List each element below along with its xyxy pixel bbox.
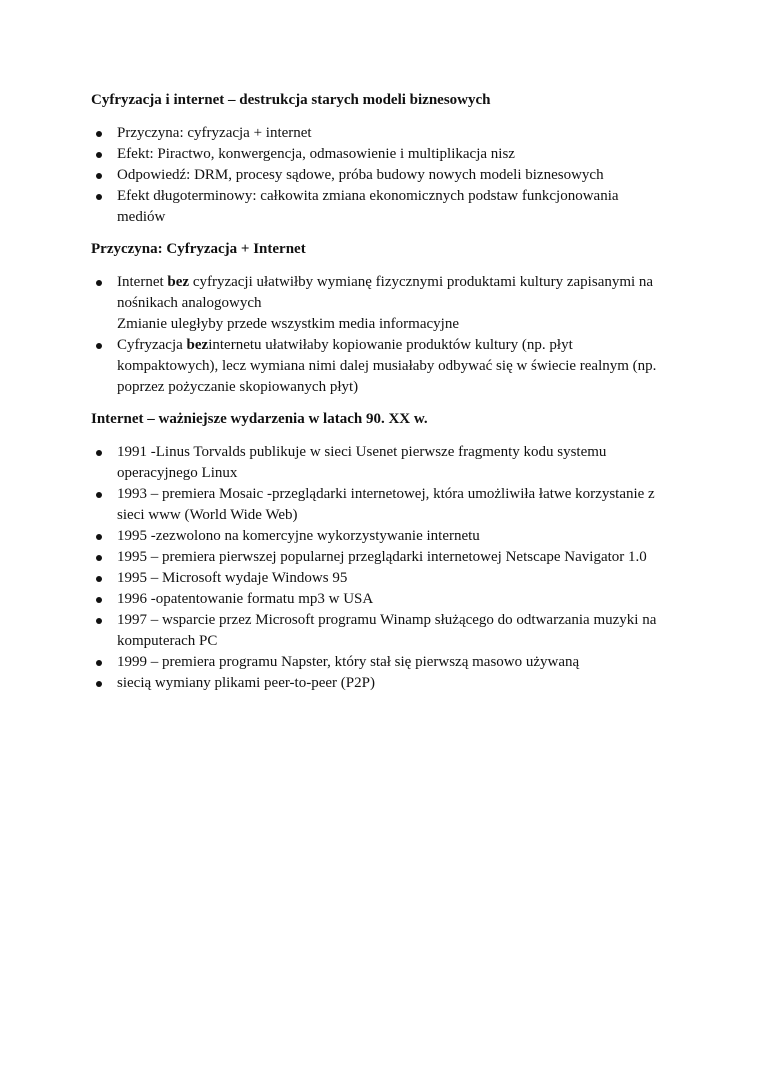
- bullet-icon: [96, 131, 102, 137]
- list-item-text: 1996 -opatentowanie formatu mp3 w USA: [117, 591, 374, 607]
- list-item-text: Zmianie uległyby przede wszystkim media informacyjne: [117, 316, 459, 332]
- section3-list: [91, 442, 681, 694]
- bullet-icon: [96, 152, 102, 158]
- list-item: [91, 526, 681, 547]
- list-item: [91, 484, 681, 526]
- list-item-text: 1995 -zezwolono na komercyjne wykorzystywanie internetu: [117, 528, 480, 544]
- list-item: [91, 272, 681, 335]
- list-item-text: mediów: [117, 209, 166, 225]
- list-item: [91, 144, 681, 165]
- bullet-icon: [96, 343, 102, 349]
- list-item-text: [117, 272, 681, 293]
- section1-heading: Cyfryzacja i internet – destrukcja starych modeli biznesowych: [91, 92, 491, 108]
- section3-heading: Internet – ważniejsze wydarzenia w latach 90. XX w.: [91, 411, 428, 427]
- list-item-text: sieci www (World Wide Web): [117, 507, 298, 523]
- list-item-text: 1993 – premiera Mosaic -przeglądarki internetowej, która umożliwiła łatwe korzystanie z: [117, 486, 655, 502]
- text-segment: cyfryzacji ułatwiłby wymianę fizycznymi produktami kultury zapisanymi na: [189, 274, 654, 290]
- list-item: [91, 165, 681, 186]
- list-item-text: 1999 – premiera programu Napster, który stał się pierwszą masowo używaną: [117, 654, 580, 670]
- list-item-text: Efekt długoterminowy: całkowita zmiana ekonomicznych podstaw funkcjonowania: [117, 188, 619, 204]
- list-item-text: Przyczyna: cyfryzacja + internet: [117, 125, 312, 141]
- text-segment: Internet: [117, 274, 168, 290]
- list-item-text: 1995 – premiera pierwszej popularnej przeglądarki internetowej Netscape Navigator 1.0: [117, 549, 647, 565]
- list-item: [91, 186, 681, 228]
- list-item-text: 1995 – Microsoft wydaje Windows 95: [117, 570, 348, 586]
- bold-keyword: bez: [186, 337, 209, 353]
- list-item-text: operacyjnego Linux: [117, 465, 238, 481]
- list-item: [91, 335, 681, 398]
- list-item: [91, 589, 681, 610]
- bullet-icon: [96, 173, 102, 179]
- list-item-text: kompaktowych), lecz wymiana nimi dalej musiałaby odbywać się w świecie realnym (np.: [117, 358, 657, 374]
- list-item: [91, 123, 681, 144]
- document-content: [91, 90, 681, 694]
- list-item-text: siecią wymiany plikami peer-to-peer (P2P): [117, 675, 375, 691]
- text-segment: Cyfryzacja: [117, 337, 187, 353]
- bullet-icon: [96, 660, 102, 666]
- text-segment: internetu ułatwiłaby kopiowanie produktów kultury (np. płyt: [208, 337, 573, 353]
- list-item: [91, 568, 681, 589]
- section2-heading: Przyczyna: Cyfryzacja + Internet: [91, 241, 306, 257]
- bullet-icon: [96, 280, 102, 286]
- list-item: [91, 673, 681, 694]
- list-item-text: Efekt: Piractwo, konwergencja, odmasowienie i multiplikacja nisz: [117, 146, 515, 162]
- bullet-icon: [96, 194, 102, 200]
- list-item-text: 1991 -Linus Torvalds publikuje w sieci Usenet pierwsze fragmenty kodu systemu: [117, 444, 607, 460]
- bullet-icon: [96, 576, 102, 582]
- bullet-icon: [96, 534, 102, 540]
- bullet-icon: [96, 492, 102, 498]
- section1-list: [91, 123, 681, 228]
- bullet-icon: [96, 681, 102, 687]
- bullet-icon: [96, 450, 102, 456]
- list-item: [91, 652, 681, 673]
- list-item-text: komputerach PC: [117, 633, 218, 649]
- list-item-text: 1997 – wsparcie przez Microsoft programu Winamp służącego do odtwarzania muzyki na: [117, 612, 657, 628]
- bullet-icon: [96, 618, 102, 624]
- list-item-text: Odpowiedź: DRM, procesy sądowe, próba budowy nowych modeli biznesowych: [117, 167, 604, 183]
- bold-keyword: bez: [167, 274, 190, 290]
- list-item-text: [117, 335, 681, 356]
- bullet-icon: [96, 555, 102, 561]
- list-item: [91, 547, 681, 568]
- list-item: [91, 610, 681, 652]
- list-item: [91, 442, 681, 484]
- bullet-icon: [96, 597, 102, 603]
- section2-list: [91, 272, 681, 398]
- list-item-text: poprzez pożyczanie skopiowanych płyt): [117, 379, 359, 395]
- list-item-text: nośnikach analogowych: [117, 295, 262, 311]
